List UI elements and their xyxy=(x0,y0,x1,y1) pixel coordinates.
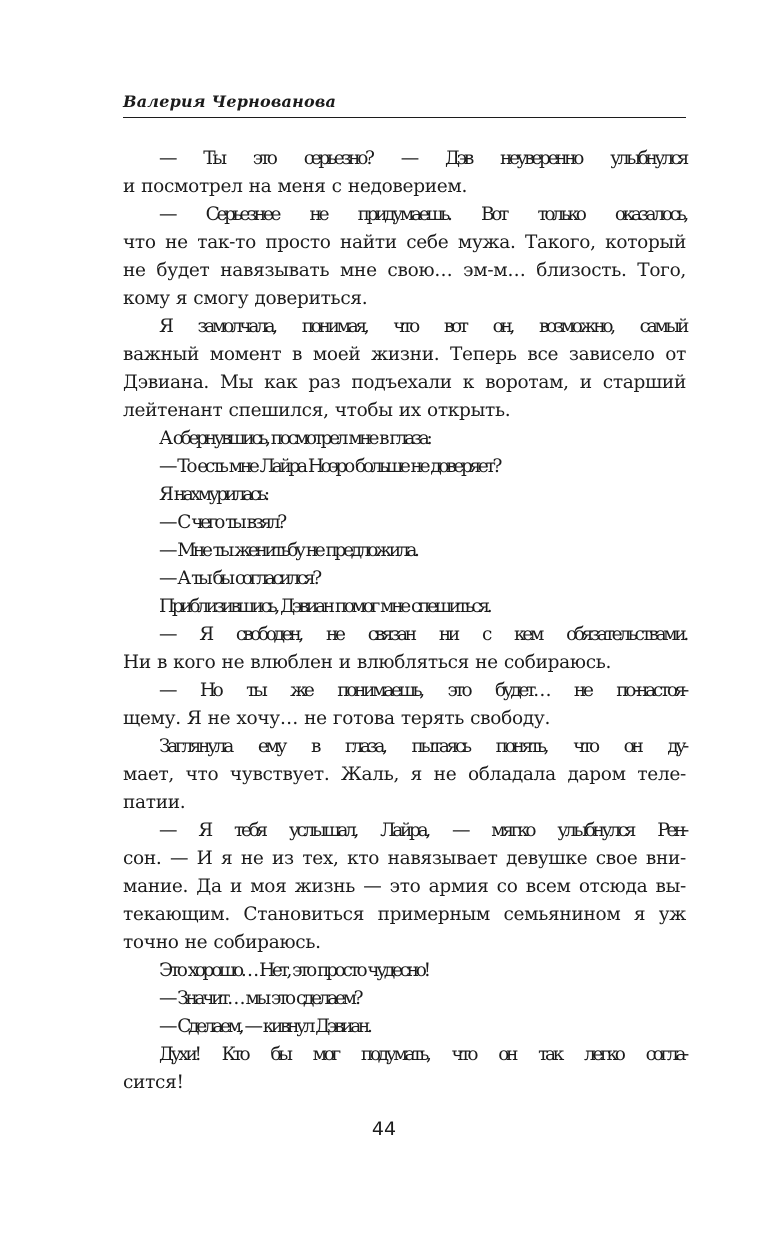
text-line: — А ты бы согласился? xyxy=(159,568,319,589)
text-line: — Значит… мы это сделаем? xyxy=(159,988,361,1009)
text-line: Ни в кого не влюблен и влюбляться не собираюсь. xyxy=(123,652,612,673)
paragraph xyxy=(123,201,686,313)
text-line: — Мне ты женитьбу не предложила. xyxy=(159,540,417,561)
paragraph xyxy=(123,1041,686,1097)
paragraph xyxy=(123,425,686,453)
paragraph xyxy=(123,481,686,509)
text-line: кому я смогу довериться. xyxy=(123,288,368,309)
paragraph xyxy=(123,509,686,537)
text-line: лейтенант спешился, чтобы их открыть. xyxy=(123,400,511,421)
text-line: — Серьезнее не придумаешь. Вот только оказалось, xyxy=(159,204,686,225)
header-rule xyxy=(123,117,686,118)
text-line: не будет навязывать мне свою… эм-м… близость. Того, xyxy=(123,260,686,281)
paragraph xyxy=(123,453,686,481)
text-line: точно не собираюсь. xyxy=(123,932,321,953)
paragraph xyxy=(123,593,686,621)
paragraph xyxy=(123,565,686,593)
text-line: — Ты это серьезно? — Дэв неуверенно улыбнулся xyxy=(159,148,686,169)
page-number: 44 xyxy=(371,1118,397,1140)
running-head-author: Валерия Чернованова xyxy=(123,92,337,111)
text-line: сон. — И я не из тех, кто навязывает девушке свое вни- xyxy=(123,848,686,869)
text-line: — Сделаем, — кивнул Дэвиан. xyxy=(159,1016,370,1037)
text-line: — С чего ты взял? xyxy=(159,512,284,533)
paragraph xyxy=(123,313,686,425)
paragraph xyxy=(123,677,686,733)
text-line: Заглянула ему в глаза, пытаясь понять, что он ду- xyxy=(159,736,686,757)
paragraph xyxy=(123,145,686,201)
text-line: патии. xyxy=(123,792,186,813)
text-line: Приблизившись, Дэвиан помог мне спешиться. xyxy=(159,596,490,617)
text-line: Духи! Кто бы мог подумать, что он так легко согла- xyxy=(159,1044,686,1065)
text-line: — Я свободен, не связан ни с кем обязательствами. xyxy=(159,624,686,645)
text-line: Это хорошо… Нет, это просто чудесно! xyxy=(159,960,428,981)
paragraph xyxy=(123,957,686,985)
text-line: — То есть мне Лайра Ноэро больше не доверяет? xyxy=(159,456,500,477)
text-line: текающим. Становиться примерным семьянином я уж xyxy=(123,904,686,925)
text-line: А обернувшись, посмотрел мне в глаза: xyxy=(159,428,430,449)
paragraph xyxy=(123,733,686,817)
text-line: важный момент в моей жизни. Теперь все зависело от xyxy=(123,344,686,365)
paragraph xyxy=(123,621,686,677)
text-line: — Но ты же понимаешь, это будет… не по-настоя- xyxy=(159,680,686,701)
paragraph xyxy=(123,985,686,1013)
text-line: Я замолчала, понимая, что вот он, возможно, самый xyxy=(159,316,686,337)
text-line: что не так-то просто найти себе мужа. Такого, который xyxy=(123,232,686,253)
body-text xyxy=(123,145,686,1097)
text-line: мает, что чувствует. Жаль, я не обладала даром теле- xyxy=(123,764,686,785)
text-line: Я нахмурилась: xyxy=(159,484,267,505)
text-line: сится! xyxy=(123,1072,184,1093)
text-line: — Я тебя услышал, Лайра, — мягко улыбнулся Рен- xyxy=(159,820,686,841)
paragraph xyxy=(123,1013,686,1041)
paragraph xyxy=(123,817,686,957)
text-line: мание. Да и моя жизнь — это армия со всем отсюда вы- xyxy=(123,876,686,897)
text-line: и посмотрел на меня с недоверием. xyxy=(123,176,468,197)
paragraph xyxy=(123,537,686,565)
text-line: щему. Я не хочу… не готова терять свободу. xyxy=(123,708,551,729)
text-line: Дэвиана. Мы как раз подъехали к воротам, и старший xyxy=(123,372,686,393)
